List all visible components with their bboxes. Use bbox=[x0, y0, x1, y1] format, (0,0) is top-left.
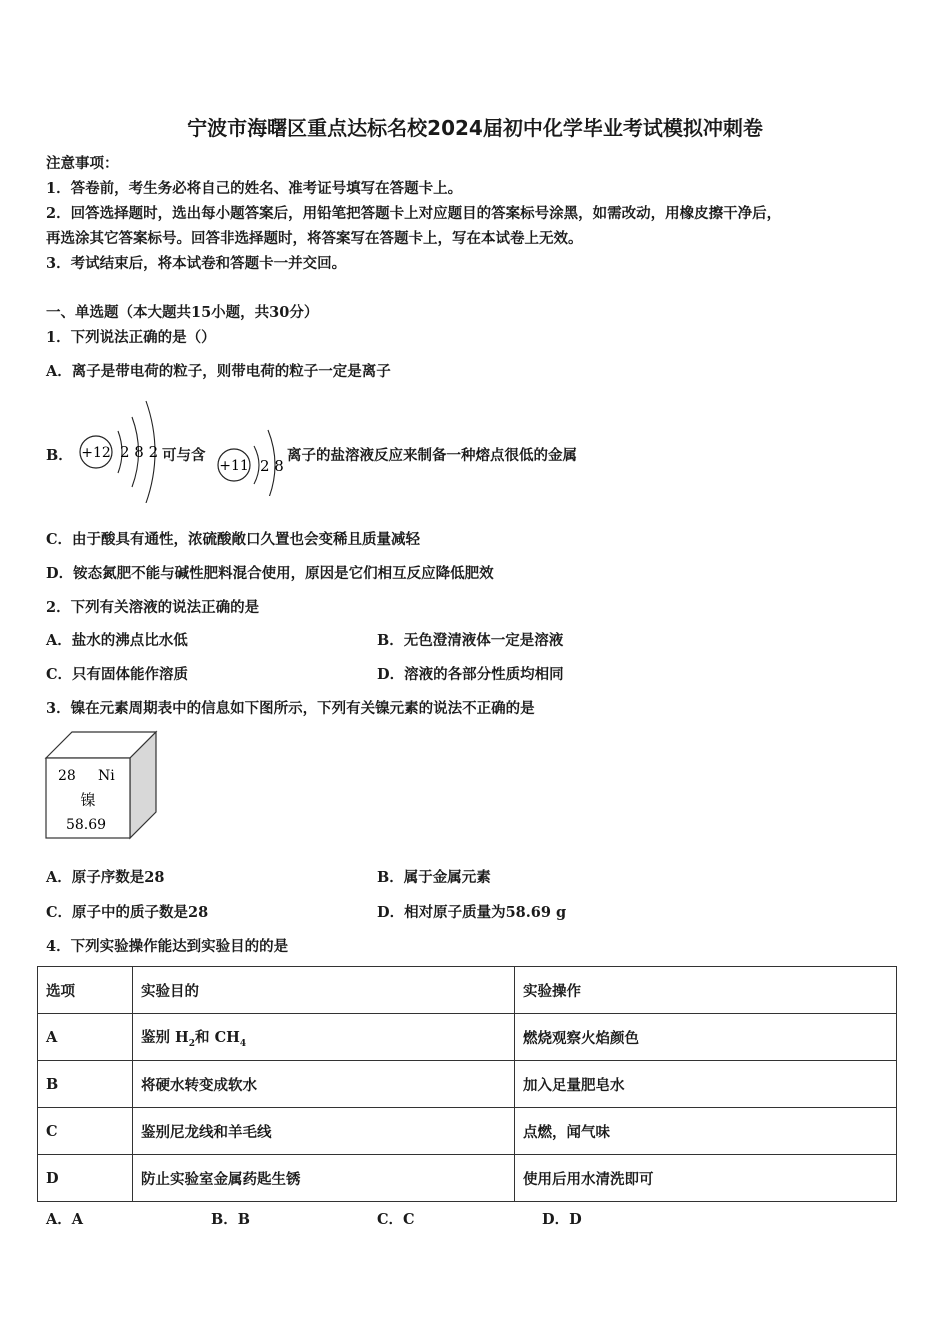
periodic-element-card bbox=[42, 728, 162, 842]
atom-nucleus-charge: +11 bbox=[219, 458, 249, 474]
atom-shell-electrons: 2 8 bbox=[260, 457, 284, 475]
subscript: 4 bbox=[239, 1038, 247, 1049]
q3-option-c: C．原子中的质子数是28 bbox=[46, 904, 209, 921]
element-atomic-mass: 58.69 bbox=[65, 817, 107, 833]
q1-option-b-mid: 可与含 bbox=[162, 447, 206, 464]
q4-option-d: D．D bbox=[542, 1211, 582, 1228]
table-row bbox=[38, 1108, 897, 1155]
q1-option-b-tail: 离子的盐溶液反应来制备一种熔点很低的金属 bbox=[287, 447, 577, 464]
goal-text: 和 CH bbox=[195, 1028, 240, 1046]
table-header-cell: 实验操作 bbox=[515, 967, 897, 1014]
element-symbol: Ni bbox=[98, 768, 115, 784]
q4-option-a: A．A bbox=[46, 1211, 84, 1228]
experiment-table bbox=[37, 966, 897, 1202]
section-heading: 一、单选题（本大题共15小题，共30分） bbox=[46, 304, 319, 321]
goal-text: 鉴别 H bbox=[141, 1028, 189, 1046]
q3-option-d: D．相对原子质量为58.69 g bbox=[377, 904, 567, 921]
q4-stem: 4．下列实验操作能达到实验目的的是 bbox=[46, 938, 289, 955]
notice-item: 3．考试结束后，将本试卷和答题卡一并交回。 bbox=[46, 255, 347, 272]
q2-option-c: C．只有固体能作溶质 bbox=[46, 666, 189, 683]
q1-stem: 1．下列说法正确的是（） bbox=[46, 329, 216, 346]
q1-option-a: A．离子是带电荷的粒子，则带电荷的粒子一定是离子 bbox=[46, 363, 391, 380]
table-cell-operation: 使用后用水清洗即可 bbox=[515, 1155, 897, 1202]
atom-structure-diagram-na bbox=[214, 420, 288, 496]
table-header-cell: 选项 bbox=[38, 967, 133, 1014]
q2-stem: 2．下列有关溶液的说法正确的是 bbox=[46, 599, 260, 616]
q2-option-b: B．无色澄清液体一定是溶液 bbox=[377, 632, 564, 649]
atom-nucleus-charge: +12 bbox=[81, 445, 111, 461]
q4-option-c: C．C bbox=[377, 1211, 415, 1228]
table-header-cell: 实验目的 bbox=[133, 967, 515, 1014]
notice-item: 1．答卷前，考生务必将自己的姓名、准考证号填写在答题卡上。 bbox=[46, 180, 463, 197]
q3-option-b: B．属于金属元素 bbox=[377, 869, 491, 886]
table-cell-goal bbox=[133, 1014, 515, 1061]
q4-option-b: B．B bbox=[211, 1211, 251, 1228]
table-cell-goal: 将硬水转变成软水 bbox=[133, 1061, 515, 1108]
q1-option-d: D．铵态氮肥不能与碱性肥料混合使用，原因是它们相互反应降低肥效 bbox=[46, 565, 494, 582]
table-cell-operation: 点燃，闻气味 bbox=[515, 1108, 897, 1155]
table-cell-option: C bbox=[38, 1108, 133, 1155]
q2-option-a: A．盐水的沸点比水低 bbox=[46, 632, 188, 649]
table-row bbox=[38, 1155, 897, 1202]
notice-item: 再选涂其它答案标号。回答非选择题时，将答案写在答题卡上，写在本试卷上无效。 bbox=[46, 230, 583, 247]
element-atomic-number: 28 bbox=[58, 768, 76, 784]
table-cell-option: D bbox=[38, 1155, 133, 1202]
table-cell-operation: 加入足量肥皂水 bbox=[515, 1061, 897, 1108]
notice-heading: 注意事项： bbox=[46, 155, 119, 172]
element-name: 镍 bbox=[80, 791, 96, 809]
atom-structure-diagram-mg bbox=[74, 395, 174, 503]
q3-stem: 3．镍在元素周期表中的信息如下图所示，下列有关镍元素的说法不正确的是 bbox=[46, 700, 535, 717]
table-cell-option: A bbox=[38, 1014, 133, 1061]
notice-item: 2．回答选择题时，选出每小题答案后，用铅笔把答题卡上对应题目的答案标号涂黑，如需改动，用橡皮擦干净后， bbox=[46, 205, 782, 222]
table-cell-operation: 燃烧观察火焰颜色 bbox=[515, 1014, 897, 1061]
table-row bbox=[38, 1061, 897, 1108]
table-cell-option: B bbox=[38, 1061, 133, 1108]
table-header-row bbox=[38, 967, 897, 1014]
table-cell-goal: 防止实验室金属药匙生锈 bbox=[133, 1155, 515, 1202]
table-cell-goal: 鉴别尼龙线和羊毛线 bbox=[133, 1108, 515, 1155]
table-row bbox=[38, 1014, 897, 1061]
subscript: 2 bbox=[188, 1038, 196, 1049]
q1-option-c: C．由于酸具有通性，浓硫酸敞口久置也会变稀且质量减轻 bbox=[46, 531, 421, 548]
atom-shell-electrons: 2 8 2 bbox=[120, 443, 159, 461]
q3-option-a: A．原子序数是28 bbox=[46, 869, 165, 886]
q2-option-d: D．溶液的各部分性质均相同 bbox=[377, 666, 564, 683]
q1-option-b-label: B． bbox=[46, 447, 73, 464]
page-title: 宁波市海曙区重点达标名校2024届初中化学毕业考试模拟冲刺卷 bbox=[187, 116, 763, 140]
